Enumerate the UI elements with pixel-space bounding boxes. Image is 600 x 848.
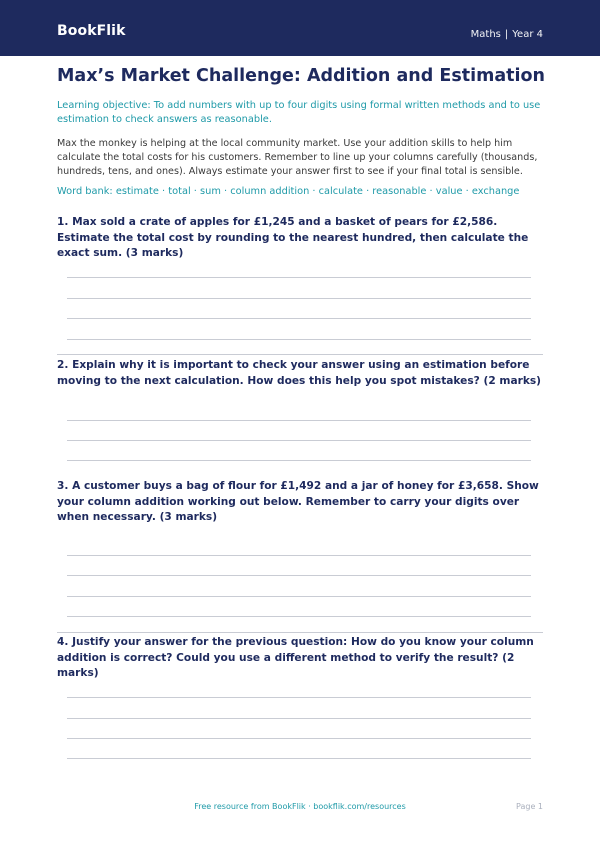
section-divider	[57, 632, 543, 633]
learning-objective: Learning objective: To add numbers with up to four digits using formal written methods and to use estimation to check answers as reasonable.	[57, 100, 541, 125]
answer-line[interactable]	[67, 697, 531, 698]
question-4: 4. Justify your answer for the previous question: How do you know your column addition is correct? Could you use a different method to verify the result? (2 marks)	[57, 636, 534, 679]
footer-credit[interactable]: Free resource from BookFlik · bookflik.com/resources	[194, 802, 406, 811]
subject-separator: |	[504, 29, 509, 40]
question-1: 1. Max sold a crate of apples for £1,245 and a basket of pears for £2,586. Estimate the total cost by rounding to the nearest hundred, then calculate the exact sum. (3 marks)	[57, 216, 529, 259]
answer-line[interactable]	[67, 555, 531, 556]
answer-line[interactable]	[67, 718, 531, 719]
intro-paragraph: Max the monkey is helping at the local community market. Use your addition skills to help him calculate the total costs for his customers. Remember to line up your columns carefully (thousands, hundreds, tens, and ones). Always estimate your answer first to see if your final total is sensible.	[57, 138, 538, 177]
subject-label: Maths	[470, 29, 501, 40]
page-number: Page 1	[516, 802, 543, 811]
answer-line[interactable]	[67, 575, 531, 576]
answer-line[interactable]	[67, 420, 531, 421]
brand-logo-text: BookFlik	[57, 23, 126, 39]
answer-line[interactable]	[67, 460, 531, 461]
year-label: Year 4	[512, 29, 543, 40]
page-header	[0, 0, 600, 56]
question-3: 3. A customer buys a bag of flour for £1,492 and a jar of honey for £3,658. Show your column addition working out below. Remember to carry your digits over when necessary. (3 marks)	[57, 480, 539, 523]
answer-line[interactable]	[67, 339, 531, 340]
answer-line[interactable]	[67, 616, 531, 617]
question-2: 2. Explain why it is important to check your answer using an estimation before moving to the next calculation. How does this help you spot mistakes? (2 marks)	[57, 359, 542, 387]
answer-line[interactable]	[67, 738, 531, 739]
word-bank: Word bank: estimate · total · sum · column addition · calculate · reasonable · value · exchange	[57, 186, 520, 197]
section-divider	[57, 354, 543, 355]
worksheet-title: Max’s Market Challenge: Addition and Estimation	[57, 66, 545, 86]
answer-line[interactable]	[67, 298, 531, 299]
subject-year-label	[471, 29, 543, 40]
answer-line[interactable]	[67, 318, 531, 319]
answer-line[interactable]	[67, 758, 531, 759]
answer-line[interactable]	[67, 440, 531, 441]
answer-line[interactable]	[67, 277, 531, 278]
answer-line[interactable]	[67, 596, 531, 597]
